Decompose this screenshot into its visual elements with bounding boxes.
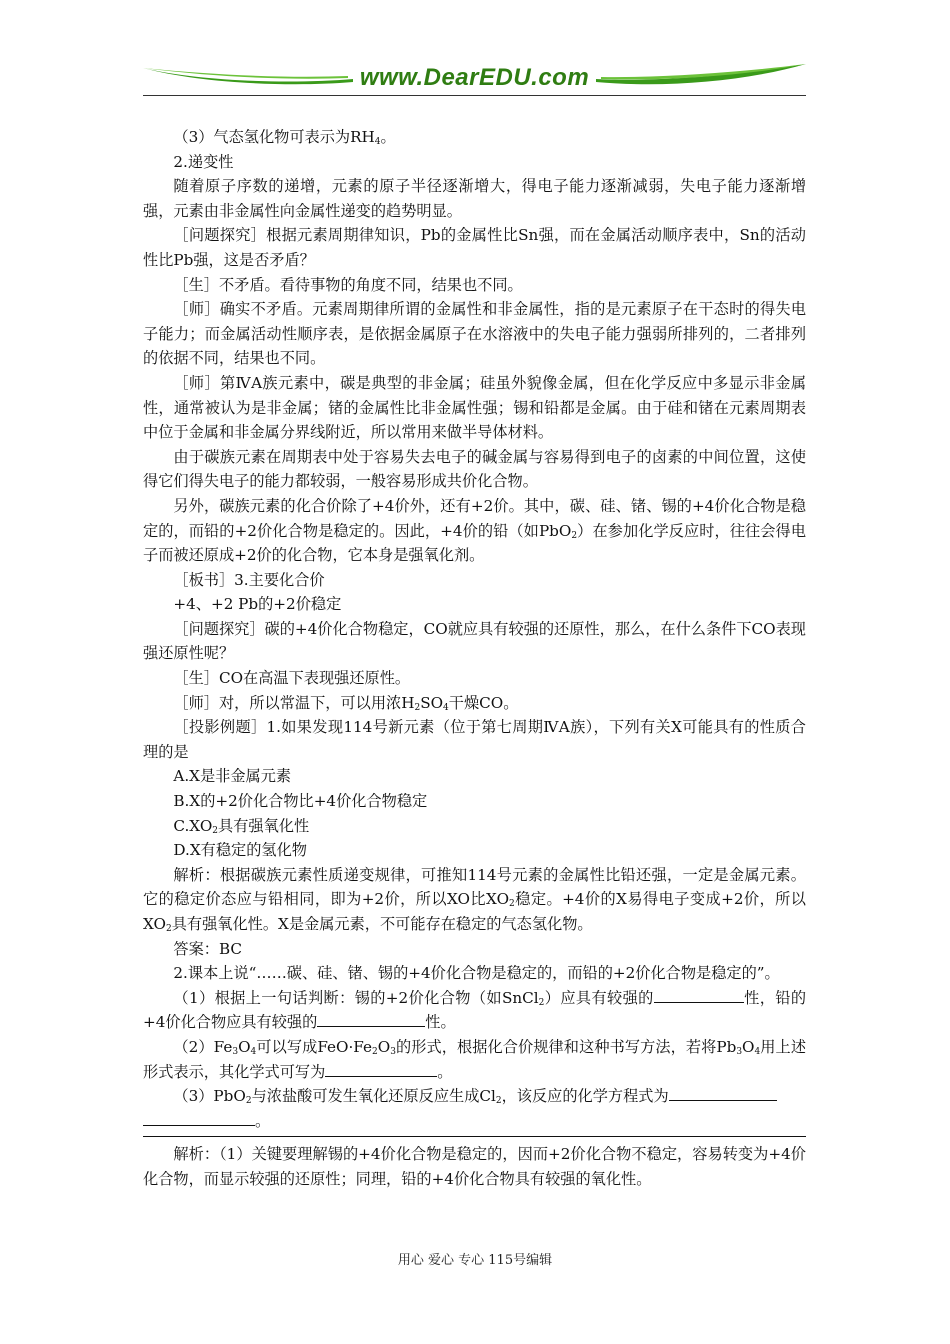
paragraph: 解析：（1）关键要理解锡的+4价化合物是稳定的，因而+2价化合物不稳定，容易转变为+4价化合物，而显示较强的还原性；同理，铅的+4价化合物具有较强的氧化性。 xyxy=(143,1145,806,1188)
site-logo-text[interactable]: www.DearEDU.com xyxy=(359,64,590,91)
paragraph: ［投影例题］1.如果发现114号新元素（位于第七周期ⅣA族），下列有关X可能具有的性质合理的是 xyxy=(143,718,806,761)
paragraph: 随着原子序数的递增，元素的原子半径逐渐增大，得电子能力逐渐减弱，失电子能力逐渐增强，元素由非金属性向金属性递变的趋势明显。 xyxy=(143,177,806,220)
answer-blank xyxy=(325,1061,437,1077)
paragraph: 解析：根据碳族元素性质递变规律，可推知114号元素的金属性比铅还强，一定是金属元素。它的稳定价态应与铅相同，即为+2价，所以XO比$XO_2$稳定。+4价的X易得电子变成+2价，所以$XO_2$具有强氧化性。X是金属元素，不可能存在稳定的气态氢化物。 xyxy=(143,865,806,934)
paragraph: 由于碳族元素在周期表中处于容易失去电子的碱金属与容易得到电子的卤素的中间位置，这使得它们得失电子的能力都较弱，一般容易形成共价化合物。 xyxy=(143,447,806,491)
answer-blank xyxy=(654,987,744,1003)
option-c: $C.XO_2$具有强氧化性 xyxy=(173,816,310,836)
answer: 答案：BC xyxy=(173,939,243,958)
paragraph: +4、+2 Pb的+2价稳定 xyxy=(173,595,342,614)
paragraph: （3）气态氢化物可表示为$RH_4$。 xyxy=(173,128,396,147)
paragraph: 2.课本上说“……碳、硅、锗、锡的+4价化合物是稳定的，而铅的+2价化合物是稳定的”。 xyxy=(173,964,780,983)
section-heading: 2.递变性 xyxy=(173,152,234,171)
paragraph: 另外，碳族元素的化合价除了+4价外，还有+2价。其中，碳、硅、锗、锡的+4价化合物是稳定的，而铅的+2价化合物是稳定的。因此，+4价的铅（如PbO$_2$）在参加化学反应时，往往会得电子而被还原成+2价的化合物，它本身是强氧化剂。 xyxy=(143,496,807,565)
paragraph: ［问题探究］碳的+4价化合物稳定，CO就应具有较强的还原性，那么，在什么条件下CO表现强还原性呢？ xyxy=(143,619,806,663)
answer-blank xyxy=(317,1011,425,1027)
header-divider xyxy=(143,95,806,96)
site-header-banner xyxy=(143,62,806,96)
paragraph: ［师］确实不矛盾。元素周期律所谓的金属性和非金属性，指的是元素原子在干态时的得失电子能力；而金属活动性顺序表，是依据金属原子在水溶液中的失电子能力强弱所排列的，二者排列的依据不同，结果也不同。 xyxy=(143,300,806,368)
option-b: B.X的+2价化合物比+4价化合物稳定 xyxy=(173,792,428,811)
page-footer: 用心 爱心 专心 115号编辑 xyxy=(397,1253,553,1268)
document-body xyxy=(143,125,806,1192)
paragraph: ［问题探究］根据元素周期律知识，Pb的金属性比Sn强，而在金属活动顺序表中，Sn的活动性比Pb强，这是否矛盾？ xyxy=(143,226,806,269)
paragraph: $(2)Fe_3O_4$可以写成$FeO\cdot Fe_2O_3$的形式，根据化合价规律和这种书写方法，若将$Pb_3O_4$用上述形式表示，其化学式可写为 。 xyxy=(143,1037,807,1081)
paragraph: （3）PbO$_2$与浓盐酸可发生氧化还原反应生成$Cl_2$，该反应的化学方程式为 xyxy=(143,1084,806,1109)
paragraph: （1）根据上一句话判断：锡的+2价化合物（如SnCl$_2$）应具有较强的 性，铅的+4价化合物应具有较强的 性。 xyxy=(143,988,807,1032)
section-divider xyxy=(143,1136,806,1137)
answer-blank xyxy=(669,1085,777,1101)
paragraph: 。 xyxy=(143,1109,806,1134)
option-d: D.X有稳定的氢化物 xyxy=(173,841,307,860)
option-a: A.X是非金属元素 xyxy=(173,767,292,786)
paragraph: ［师］第ⅣA族元素中，碳是典型的非金属；硅虽外貌像金属，但在化学反应中多显示非金属性，通常被认为是非金属；锗的金属性比非金属性强；锡和铅都是金属。由于硅和锗在元素周期表中位于金属和非金属分界线附近，所以常用来做半导体材料。 xyxy=(143,373,806,442)
answer-blank xyxy=(143,1110,255,1126)
paragraph: ［生］不矛盾。看待事物的角度不同，结果也不同。 xyxy=(173,275,523,294)
paragraph: ［师］对，所以常温下，可以用浓$H_2SO_4$干燥CO。 xyxy=(173,693,519,713)
paragraph: ［板书］3.主要化合价 xyxy=(173,570,325,589)
paragraph: ［生］CO在高温下表现强还原性。 xyxy=(173,669,411,688)
